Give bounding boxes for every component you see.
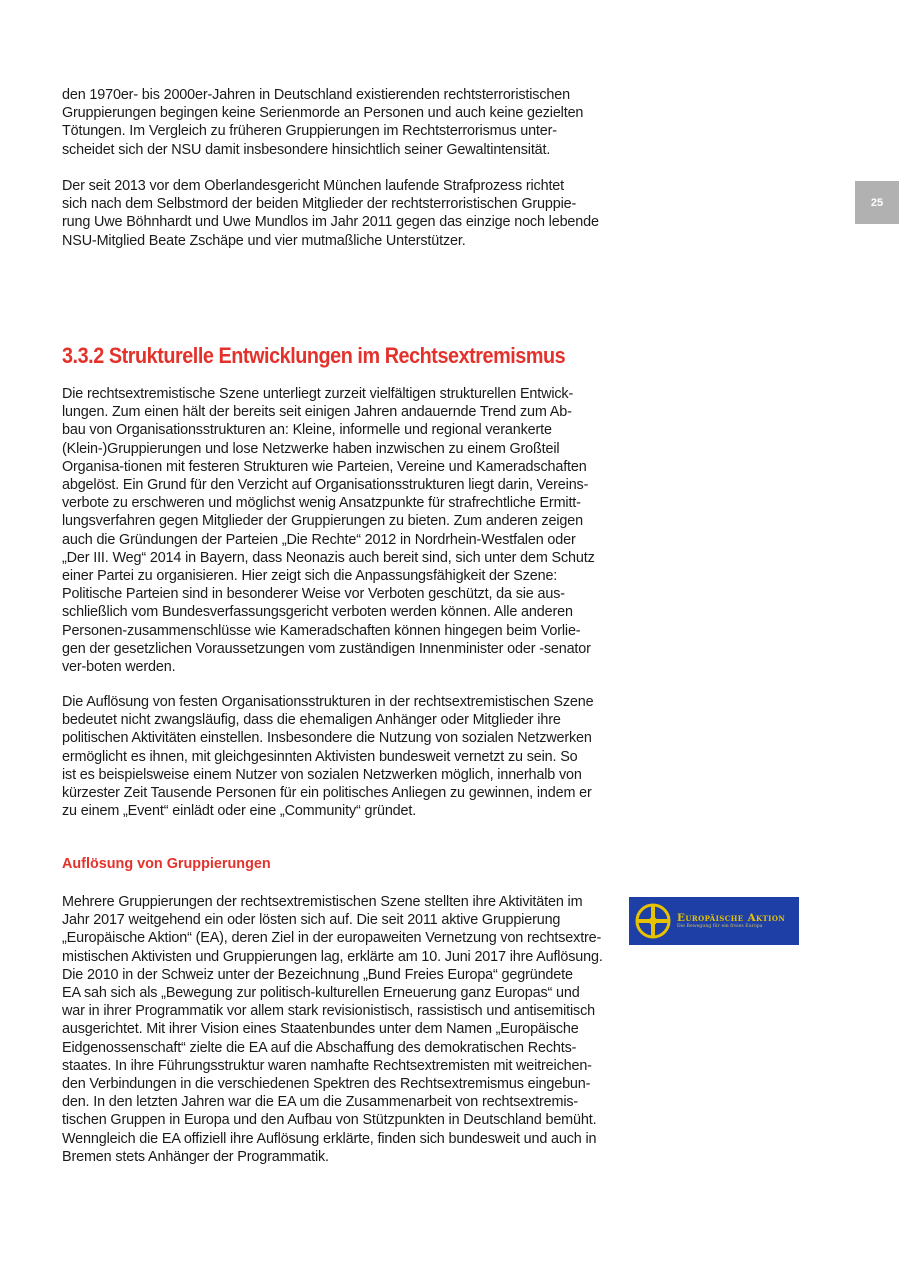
text-line: rung Uwe Böhnhardt und Uwe Mundlos im Jahr 2011 gegen das einzige noch lebende — [62, 214, 599, 231]
text-line: den 1970er- bis 2000er-Jahren in Deutschland existierenden rechtsterroristischen — [62, 87, 570, 103]
text-line: Die 2010 in der Schweiz unter der Bezeichnung „Bund Freies Europa“ gegründete — [62, 966, 573, 983]
page-number-tab — [855, 181, 899, 224]
text-line: auch die Gründungen der Parteien „Die Rechte“ 2012 in Nordrhein-Westfalen oder — [62, 531, 576, 548]
text-line: Der seit 2013 vor dem Oberlandesgericht München laufende Strafprozess richtet — [62, 178, 564, 194]
text-line: Politische Parteien sind in besonderer Weise vor Verboten geschützt, da sie aus- — [62, 586, 565, 603]
logo-subtitle: Die Bewegung für ein freies Europa — [677, 924, 763, 929]
text-line: tischen Gruppen in Europa und den Aufbau von Stützpunkten in Deutschland bemüht. — [62, 1112, 597, 1129]
europaeische-aktion-logo — [629, 897, 799, 945]
text-line: bau von Organisationsstrukturen an: Kleine, informelle und regional verankerte — [62, 422, 552, 439]
text-line: schließlich vom Bundesverfassungsgericht verboten werden können. Alle anderen — [62, 604, 573, 621]
text-line: ver-boten werden. — [62, 659, 176, 676]
text-line: Die Auflösung von festen Organisationsstrukturen in der rechtsextremistischen Szene — [62, 694, 594, 710]
text-line: abgelöst. Ein Grund für den Verzicht auf Organisationsstrukturen liegt darin, Vereins- — [62, 477, 589, 494]
text-line: gen der gesetzlichen Voraussetzungen vom zuständigen Innenminister oder -senator — [62, 640, 591, 657]
paragraph-europaeische-aktion — [62, 893, 622, 1166]
text-line: einer Partei zu organisieren. Hier zeigt sich die Anpassungsfähigkeit der Szene: — [62, 568, 558, 585]
text-line: Jahr 2017 weitgehend ein oder lösten sich auf. Die seit 2011 aktive Gruppierung — [62, 912, 561, 929]
text-line: „Europäische Aktion“ (EA), deren Ziel in der europaweiten Vernetzung von rechtsextre- — [62, 930, 602, 947]
text-line: den. In den letzten Jahren war die EA um die Zusammenarbeit von rechtsextremis- — [62, 1094, 579, 1111]
text-line: NSU-Mitglied Beate Zschäpe und vier mutmaßliche Unterstützer. — [62, 232, 466, 249]
text-line: Organisa-tionen mit festeren Strukturen wie Parteien, Vereine und Kameradschaften — [62, 458, 587, 475]
celtic-cross-icon — [633, 901, 673, 941]
text-line: staates. In ihre Führungsstruktur waren namhafte Rechtsextremisten mit weitreichen- — [62, 1057, 592, 1074]
text-line: Gruppierungen begingen keine Serienmorde an Personen und auch keine gezielten — [62, 105, 584, 122]
text-line: bedeutet nicht zwangsläufig, dass die ehemaligen Anhänger oder Mitglieder ihre — [62, 712, 561, 729]
text-line: Tötungen. Im Vergleich zu früheren Gruppierungen im Rechtsterrorismus unter- — [62, 123, 557, 140]
text-line: Personen-zusammenschlüsse wie Kameradschaften können hingegen beim Vorlie- — [62, 622, 581, 639]
page-number: 25 — [870, 196, 884, 209]
paragraph-trial — [62, 177, 622, 250]
text-line: war in ihrer Programmatik vor allem stark revisionistisch, rassistisch und antisemitisch — [62, 1003, 596, 1020]
text-line: Wenngleich die EA offiziell ihre Auflösung erklärte, finden sich bundesweit und auch in — [62, 1130, 597, 1147]
text-line: Bremen stets Anhänger der Programmatik. — [62, 1148, 329, 1165]
text-line: lungen. Zum einen hält der bereits seit einigen Jahren andauernde Trend zum Ab- — [62, 404, 572, 421]
text-line: zu einem „Event“ einlädt oder eine „Community“ gründet. — [62, 803, 417, 820]
text-line: sich nach dem Selbstmord der beiden Mitglieder der rechtsterroristischen Gruppie- — [62, 196, 577, 213]
text-line: Eidgenossenschaft“ zielte die EA auf die Abschaffung des demokratischen Rechts- — [62, 1039, 577, 1056]
text-line: ist es beispielsweise einem Nutzer von sozialen Netzwerken möglich, innerhalb von — [62, 766, 582, 783]
text-line: „Der III. Weg“ 2014 in Bayern, dass Neonazis auch bereit sind, sich unter dem Schutz — [62, 549, 595, 566]
text-line: lungsverfahren gegen Mitglieder der Gruppierungen zu bieten. Zum anderen zeigen — [62, 513, 583, 530]
text-line: Mehrere Gruppierungen der rechtsextremistischen Szene stellten ihre Aktivitäten im — [62, 894, 583, 910]
text-line: den Verbindungen in die verschiedenen Spektren des Rechtsextremismus eingebun- — [62, 1076, 591, 1093]
text-line: politischen Aktivitäten einstellen. Insbesondere die Nutzung von sozialen Netzwerken — [62, 730, 592, 747]
subheading-dissolution: Auflösung von Gruppierungen — [62, 856, 271, 872]
paragraph-social-networks — [62, 693, 622, 820]
paragraph-nsu-comparison — [62, 86, 622, 159]
text-line: ausgerichtet. Mit ihrer Vision eines Staatenbundes unter dem Namen „Europäische — [62, 1021, 579, 1038]
text-line: mistischen Aktivisten und Gruppierungen lag, erklärte am 10. Juni 2017 ihre Auflösung. — [62, 948, 603, 965]
text-line: scheidet sich der NSU damit insbesondere hinsichtlich seiner Gewaltintensität. — [62, 141, 551, 158]
section-heading: 3.3.2 Strukturelle Entwicklungen im Rechtsextremismus — [62, 343, 566, 368]
text-line: verbote zu erschweren und möglichst wenig Ansatzpunkte für strafrechtliche Ermitt- — [62, 495, 581, 512]
logo-title: Europäische Aktion — [677, 912, 786, 924]
text-line: EA sah sich als „Bewegung zur politisch-kulturellen Erneuerung ganz Europas“ und — [62, 985, 580, 1002]
text-line: Die rechtsextremistische Szene unterliegt zurzeit vielfältigen strukturellen Entwick- — [62, 386, 574, 402]
paragraph-structural-developments — [62, 385, 622, 676]
text-line: ermöglicht es ihnen, mit gleichgesinnten Aktivisten bundesweit vernetzt zu sein. So — [62, 748, 578, 765]
text-line: (Klein-)Gruppierungen und lose Netzwerke haben inzwischen zu einem Großteil — [62, 440, 560, 457]
text-line: kürzester Zeit Tausende Personen für ein politisches Anliegen zu gewinnen, indem er — [62, 785, 592, 802]
